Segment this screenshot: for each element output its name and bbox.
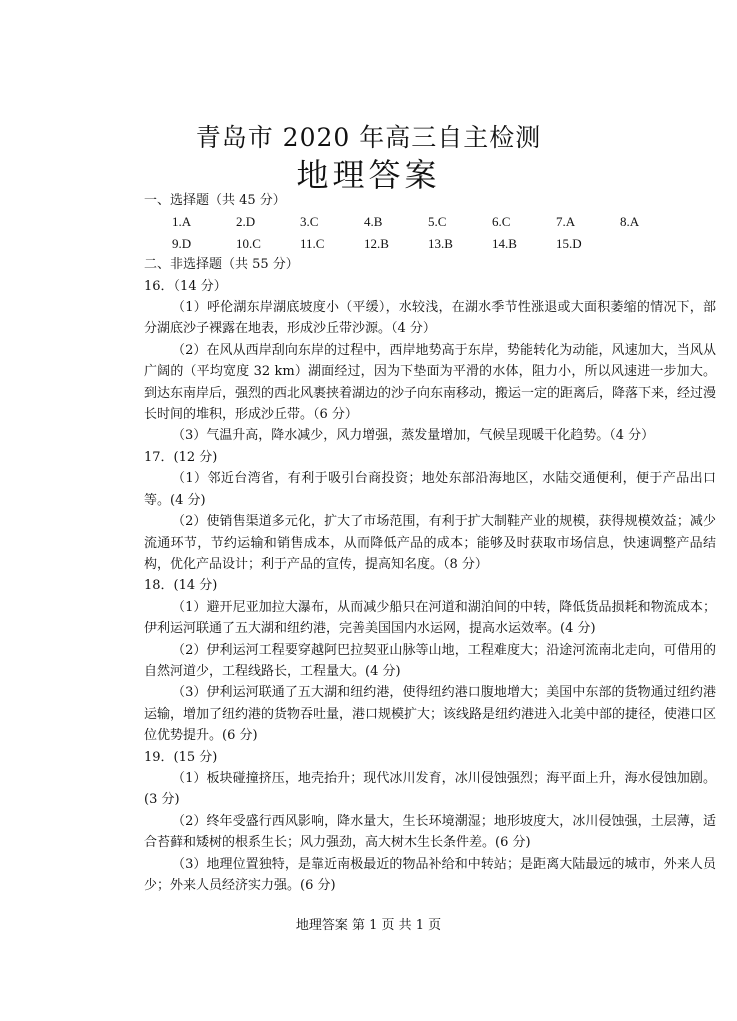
answer-paragraph: （2）伊利运河工程要穿越阿巴拉契亚山脉等山地，工程难度大；沿途河流南北走向，可借用的自然河道少，工程线路长，工程量大。(4 分): [144, 642, 716, 679]
choice-answer: 8.A: [620, 214, 640, 230]
question-list: [144, 276, 716, 897]
question-heading: 18．(14 分): [144, 578, 218, 594]
section-heading-choice: 一、选择题（共 45 分）: [144, 193, 286, 208]
choice-answer: 1.A: [172, 214, 192, 230]
choice-answer: 7.A: [556, 214, 576, 230]
answer-paragraph: （2）终年受盛行西风影响，降水量大，生长环境潮湿；地形坡度大，冰川侵蚀强，土层薄，适合苔藓和矮树的根系生长；风力强劲，高大树木生长条件差。(6 分): [144, 813, 716, 851]
choice-answer: 10.C: [236, 235, 261, 251]
answer-paragraph: （3）气温升高，降水减少，风力增强，蒸发量增加，气候呈现暖干化趋势。（4 分）: [172, 428, 655, 444]
answer-paragraph: （2）在风从西岸刮向东岸的过程中，西岸地势高于东岸，势能转化为动能，风速加大，当风从广阔的（平均宽度 32 km）湖面经过，因为下垫面为平滑的水体，阻力小，所以风速进一步加大。到达东南岸后，强烈的西北风裹挟着湖边的沙子向东南移动，搬运一定的距离后，降落下来，经过漫长时间的堆积，形成沙丘带。（6 分）: [144, 342, 717, 423]
question-heading: 17．(12 分): [144, 449, 218, 465]
choice-answer: 4.B: [364, 214, 383, 230]
question-heading: 16．（14 分）: [144, 278, 227, 294]
choice-answer: 5.C: [428, 214, 447, 230]
choice-answer: 11.C: [300, 235, 325, 251]
subject-title: 地理答案: [296, 156, 441, 194]
choice-answer: 14.B: [492, 235, 517, 251]
choice-answer: 2.D: [236, 214, 256, 230]
choice-answer: 13.B: [428, 235, 453, 251]
answer-paragraph: （1）避开尼亚加拉大瀑布，从而减少船只在河道和湖泊间的中转，降低货品损耗和物流成本；伊利运河联通了五大湖和纽约港，完善美国国内水运网，提高水运效率。(4 分): [144, 599, 716, 637]
choice-answer: 15.D: [556, 235, 582, 251]
answer-paragraph: （1）邻近台湾省，有利于吸引台商投资；地处东部沿海地区，水陆交通便利，便于产品出口等。(4 分): [144, 471, 716, 508]
answer-paragraph: （3）地理位置独特，是靠近南极最近的物品补给和中转站；是距离大陆最远的城市，外来人员少；外来人员经济实力强。(6 分): [144, 856, 716, 893]
choice-answer: 9.D: [172, 235, 192, 251]
answer-paragraph: （1）呼伦湖东岸湖底坡度小（平缓），水较浅，在湖水季节性涨退或大面积萎缩的情况下，部分湖底沙子裸露在地表，形成沙丘带沙源。（4 分）: [144, 300, 716, 337]
page-footer: 地理答案 第 1 页 共 1 页: [295, 918, 442, 933]
choice-answer: 3.C: [300, 214, 319, 230]
answer-paragraph: （2）使销售渠道多元化，扩大了市场范围，有利于扩大制鞋产业的规模，获得规模效益；减少流通环节，节约运输和销售成本，从而降低产品的成本；能够及时获取市场信息，快速调整产品结构，优化产品设计；利于产品的宣传，提高知名度。（8 分）: [144, 514, 716, 572]
choice-answer: 12.B: [364, 235, 389, 251]
exam-title: 青岛市 2020 年高三自主检测: [195, 123, 542, 152]
question-heading: 19．(15 分): [144, 749, 218, 765]
section-heading-nonchoice: 二、非选择题（共 55 分）: [144, 257, 299, 273]
choice-answers-list: [144, 211, 692, 254]
answer-paragraph: （3）伊利运河联通了五大湖和纽约港，使得纽约港口腹地增大；美国中东部的货物通过纽约港运输，增加了纽约港的货物吞吐量，港口规模扩大；该线路是纽约港进入北美中部的捷径，使港口区位优势提升。(6 分): [144, 685, 717, 744]
answer-content: [144, 190, 716, 896]
answer-paragraph: （1）板块碰撞挤压，地壳抬升；现代冰川发育，冰川侵蚀强烈；海平面上升，海水侵蚀加剧。(3 分): [144, 770, 716, 808]
choice-answer: 6.C: [492, 214, 511, 230]
